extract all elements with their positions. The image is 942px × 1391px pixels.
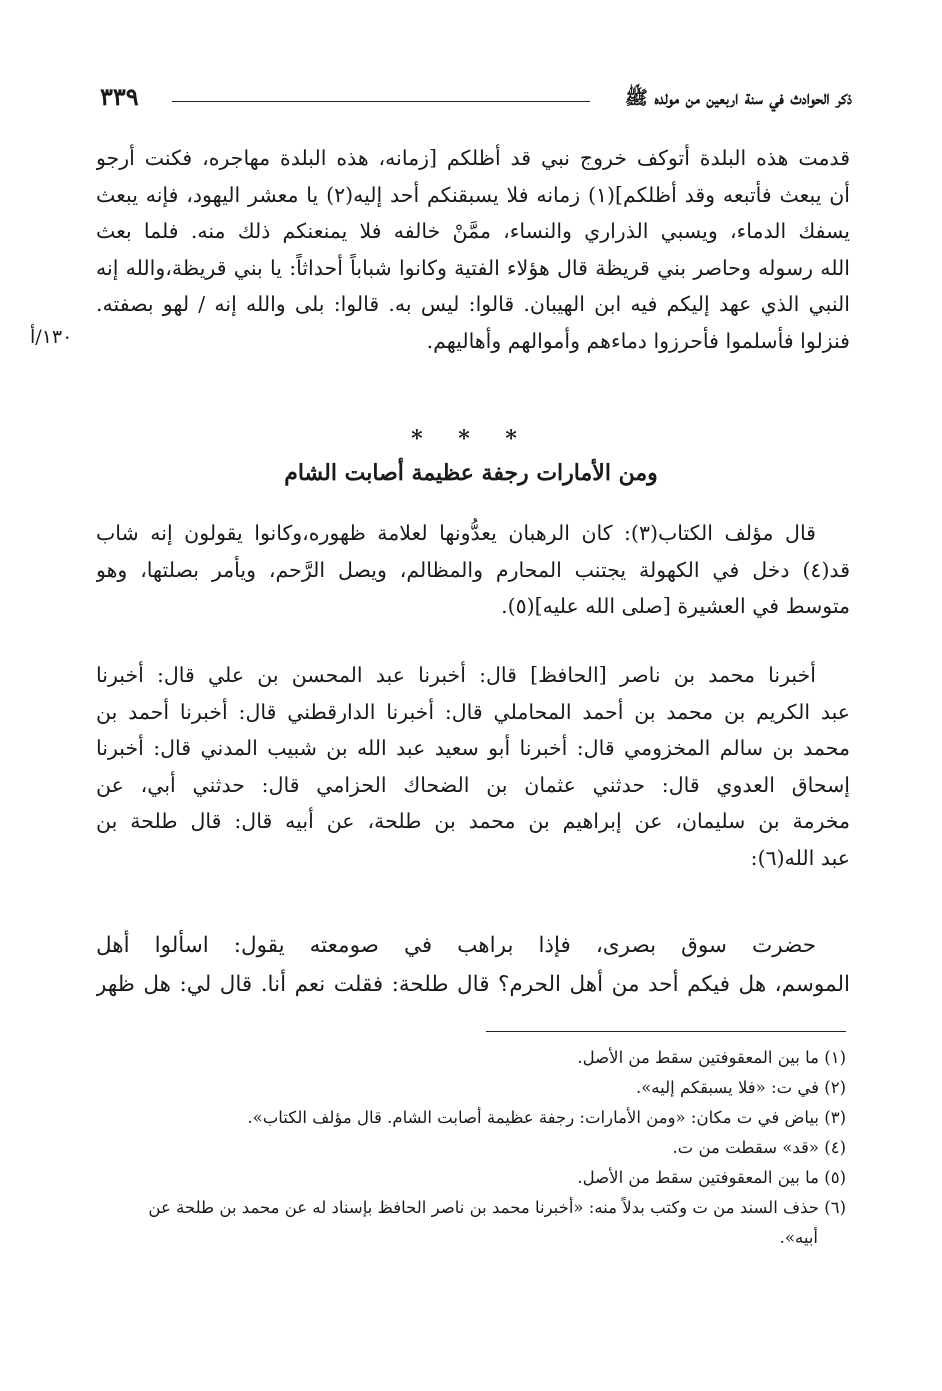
paragraph-author-note: [96, 515, 850, 625]
page-header: [100, 82, 852, 122]
paragraph-narration: [96, 140, 850, 359]
paragraph-isnad-chain: [96, 657, 850, 876]
text-line: أن يبعث فأتبعه وقد أظلكم](١) زمانه فلا يسبقنكم أحد إليه(٢) يا معشر اليهود، فإنه يبعث: [96, 182, 850, 207]
text-line: محمد بن سالم المخزومي قال: أخبرنا أبو سعيد عبد الله بن شبيب المدني قال: أخبرنا: [96, 736, 850, 760]
text-line: النبي الذي عهد إليكم فيه ابن الهيبان. قالوا: ليس به. قالوا: بلى والله إنه / لهو بصفته.: [96, 292, 850, 316]
footnote-rule: [486, 1031, 846, 1032]
footnotes: [96, 1043, 846, 1253]
footnote-continuation: أبيه».: [779, 1228, 818, 1247]
header-rule: [172, 101, 590, 102]
text-line: قال مؤلف الكتاب(٣): كان الرهبان يعدُّونها لعلامة ظهوره،وكانوا يقولون إنه شاب: [96, 521, 816, 545]
running-title: ذكر الحوادث في سنة اربعين من مولده ﷺ: [624, 87, 852, 109]
footnote: (٥) ما بين المعقوفتين سقط من الأصل.: [577, 1168, 846, 1187]
text-line: حضرت سوق بصرى، فإذا براهب في صومعته يقول: اسألوا أهل: [96, 933, 816, 958]
footnote: (٦) حذف السند من ت وكتب بدلاً منه: «أخبرنا محمد بن ناصر الحافظ بإسناد له عن محمد بن طلحة عن: [148, 1198, 846, 1217]
text-line: فنزلوا فأسلموا فأحرزوا دماءهم وأموالهم وأهاليهم.: [426, 328, 850, 353]
section-separator-stars: * * *: [411, 426, 531, 452]
page-number: ٣٣٩: [100, 82, 139, 111]
footnote: (١) ما بين المعقوفتين سقط من الأصل.: [577, 1048, 846, 1067]
text-line: قد(٤) دخل في الكهولة يجتنب المحارم والمظالم، ويصل الرَّحم، ويأمر بصلتها، وهو: [96, 557, 850, 582]
text-line: عبد الله(٦):: [750, 845, 850, 870]
text-line: قدمت هذه البلدة أتوكف خروج نبي قد أظلكم [زمانه، هذه البلدة مهاجره، فكنت أرجو: [96, 146, 850, 170]
text-line: الله رسوله وحاصر بني قريظة قال هؤلاء الفتية وكانوا شباباً أحداثاً: يا بني قريظة،والله إنه: [96, 255, 850, 280]
text-line: عبد الكريم بن محمد بن أحمد المحاملي قال: أخبرنا الدارقطني قال: أخبرنا أحمد بن: [96, 699, 850, 724]
paragraph-talha-report: [96, 926, 850, 1004]
section-heading: ومن الأمارات رجفة عظيمة أصابت الشام: [284, 460, 658, 486]
text-line: إسحاق العدوي قال: حدثني عثمان بن الضحاك الحزامي قال: حدثني أبي، عن: [96, 772, 850, 797]
text-line: يسفك الدماء، ويسبي الذراري والنساء، ممَّنْ خالفه فلا يمنعنكم ذلك منه. فلما بعث: [96, 219, 850, 243]
footnote: (٢) في ت: «فلا يسبقكم إليه».: [635, 1078, 846, 1097]
text-line: مخرمة بن سليمان، عن إبراهيم بن محمد بن طلحة، عن أبيه قال: قال طلحة بن: [96, 809, 850, 833]
text-line: الموسم، هل فيكم أحد من أهل الحرم؟ قال طلحة: فقلت نعم أنا. قال لي: هل ظهر: [96, 972, 850, 997]
footnote: (٤) «قد» سقطت من ت.: [672, 1138, 846, 1157]
manuscript-folio-marker: ١٣٠/أ: [30, 326, 73, 348]
footnote: (٣) بياض في ت مكان: «ومن الأمارات: رجفة عظيمة أصابت الشام. قال مؤلف الكتاب».: [247, 1108, 846, 1127]
text-line: أخبرنا محمد بن ناصر [الحافظ] قال: أخبرنا عبد المحسن بن علي قال: أخبرنا: [96, 663, 816, 687]
text-line: متوسط في العشيرة [صلى الله عليه](٥).: [501, 594, 850, 618]
